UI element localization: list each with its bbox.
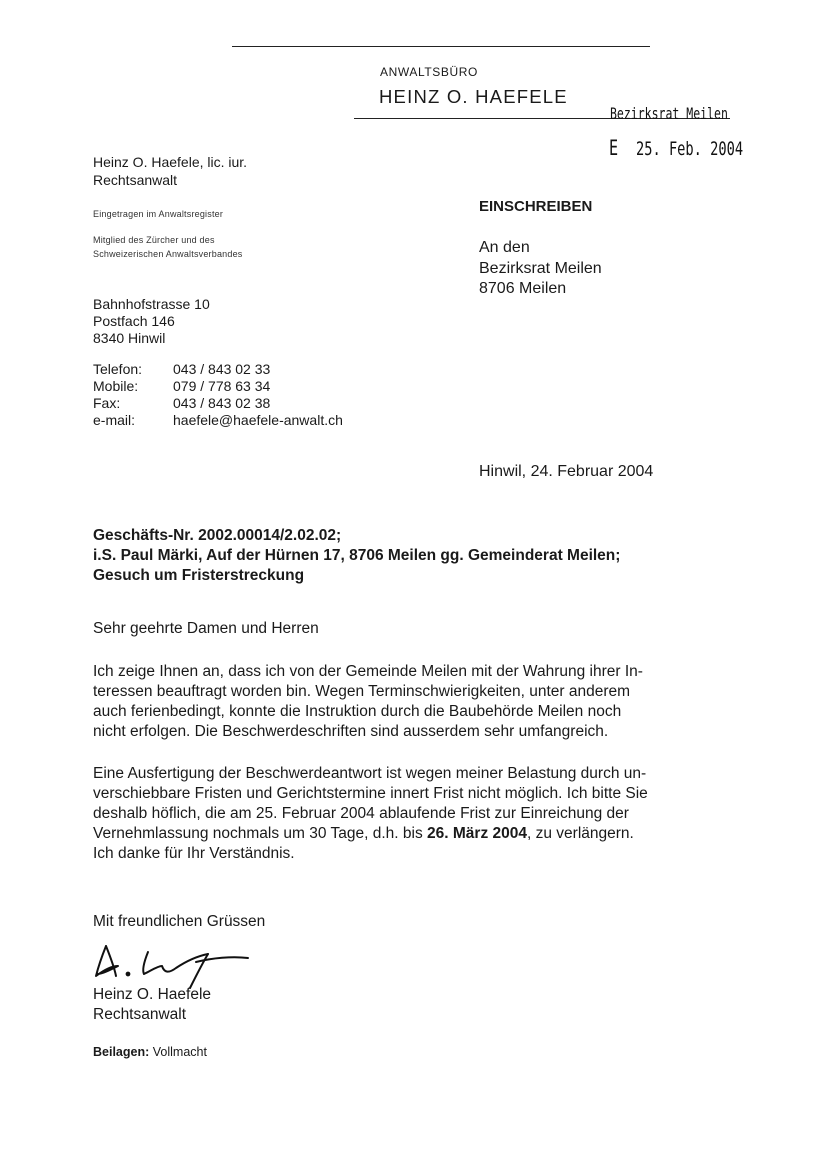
subject-line: Gesuch um Fristerstreckung [93,567,305,584]
recipient-line: An den [479,239,530,256]
contact-row [93,361,343,378]
membership-line-1: Mitglied des Zürcher und des [93,235,215,245]
address-line: Postfach 146 [93,313,175,329]
subject [93,526,620,586]
letterhead-top-rule [232,46,650,47]
deadline-text-after: , zu verlängern. [527,825,634,842]
subject-line: Geschäfts-Nr. 2002.00014/2.02.02; [93,527,342,544]
fax-value: 043 / 843 02 38 [173,395,271,411]
sender-name: Heinz O. Haefele, lic. iur. [93,154,248,170]
paragraph-line [93,824,648,844]
paragraph-line: Eine Ausfertigung der Beschwerdeantwort ist wegen meiner Belastung durch un- [93,765,647,782]
paragraph-line: teressen beauftragt worden bin. Wegen Terminschwierigkeiten, unter anderem [93,683,631,700]
deadline-text-before: Vernehmlassung nochmals um 30 Tage, d.h. bis [93,825,428,842]
phone-value: 043 / 843 02 33 [173,361,271,377]
office-label: ANWALTSBÜRO [380,65,478,79]
registry-note: Eingetragen im Anwaltsregister [93,209,224,219]
stamp-recipient: Bezirksrat Meilen [610,104,728,123]
contact-label: e-mail: [93,412,136,428]
contact-row [93,412,343,429]
subject-line: i.S. Paul Märki, Auf der Hürnen 17, 8706 Meilen gg. Gemeinderat Meilen; [93,547,621,564]
paragraph-line: auch ferienbedingt, konnte die Instruktion durch die Baubehörde Meilen noch [93,703,622,720]
stamp-received-date: 25. Feb. 2004 [636,138,744,160]
signature-icon [92,936,252,992]
recipient-line: 8706 Meilen [479,280,567,297]
email-value: haefele@haefele-anwalt.ch [173,412,343,428]
signatory-name: Heinz O. Haefele [93,986,212,1003]
body-paragraph-1 [93,662,643,742]
enclosures-value: Vollmacht [152,1045,207,1059]
address-line: 8340 Hinwil [93,330,166,346]
paragraph-line: verschiebbare Fristen und Gerichtstermine innert Frist nicht möglich. Ich bitte Sie [93,785,648,802]
stamp-received-mark: E [609,136,619,160]
recipient-line: Bezirksrat Meilen [479,259,602,277]
paragraph-line: deshalb höflich, die am 25. Februar 2004 ablaufende Frist zur Einreichung der [93,805,629,822]
address-line: Bahnhofstrasse 10 [93,296,210,312]
sender-title: Rechtsanwalt [93,172,178,188]
contact-row [93,395,343,412]
contact-label: Telefon: [93,361,143,377]
sender-address [93,296,210,347]
closing: Mit freundlichen Grüssen [93,913,266,930]
membership-line-2: Schweizerischen Anwaltsverbandes [93,249,243,259]
office-name: HEINZ O. HAEFELE [379,86,568,107]
enclosures [93,1045,207,1059]
enclosures-label: Beilagen: [93,1045,150,1059]
contact-row [93,378,343,395]
paragraph-line: Ich danke für Ihr Verständnis. [93,845,295,862]
paragraph-line: Ich zeige Ihnen an, dass ich von der Gemeinde Meilen mit der Wahrung ihrer In- [93,663,643,680]
recipient-address [479,238,602,300]
body-paragraph-2 [93,764,648,864]
paragraph-line: nicht erfolgen. Die Beschwerdeschriften sind ausserdem sehr umfangreich. [93,723,609,740]
contact-list [93,361,343,429]
salutation: Sehr geehrte Damen und Herren [93,620,319,637]
mobile-value: 079 / 778 63 34 [173,378,271,394]
place-date: Hinwil, 24. Februar 2004 [479,463,654,480]
delivery-method: EINSCHREIBEN [479,198,593,215]
new-deadline-date: 26. März 2004 [427,825,527,842]
contact-label: Mobile: [93,378,139,394]
contact-label: Fax: [93,395,121,411]
signatory-title: Rechtsanwalt [93,1006,187,1023]
